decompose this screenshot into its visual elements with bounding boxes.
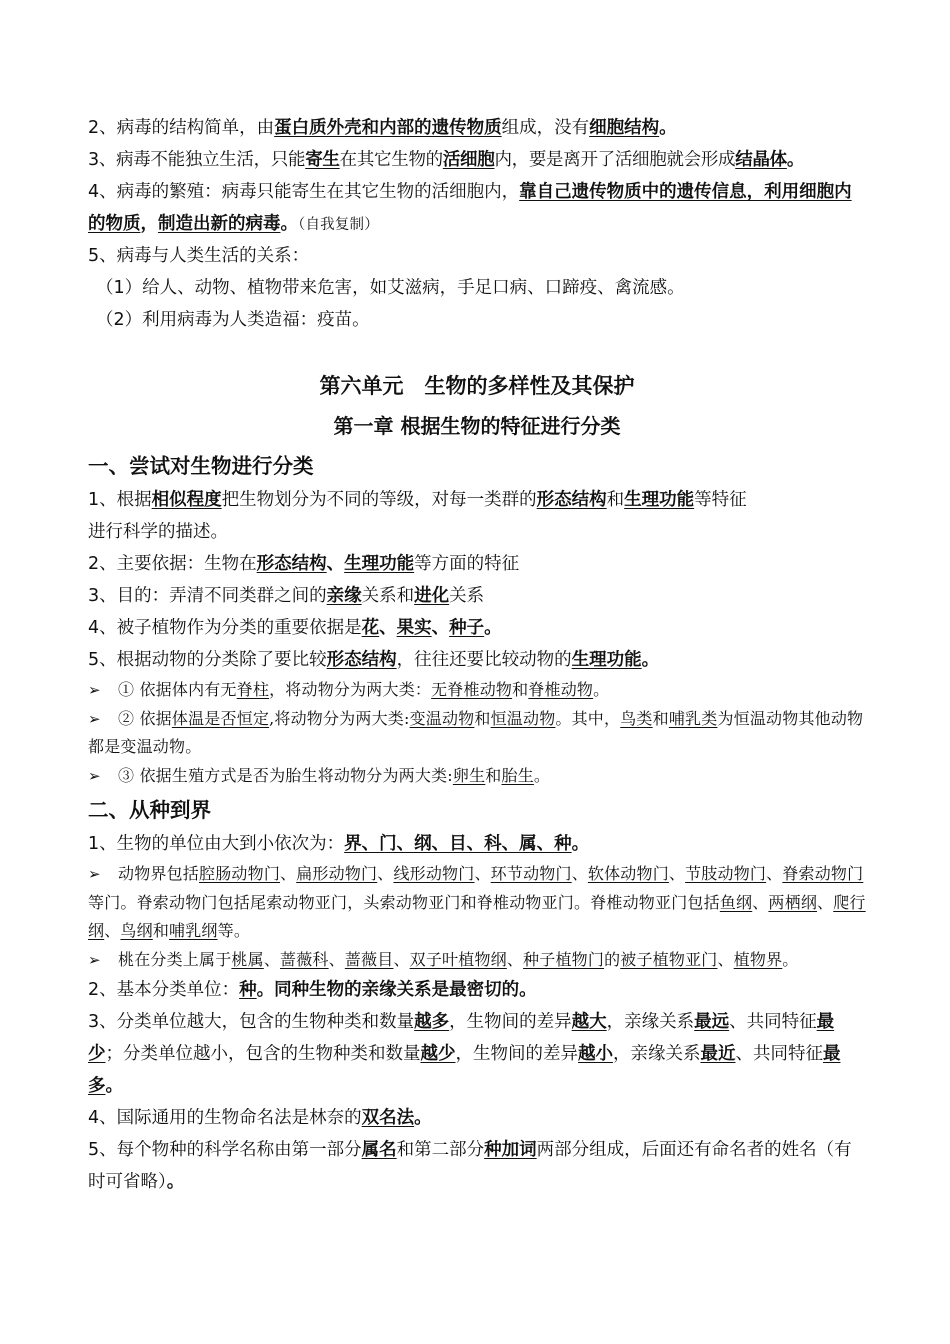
text: 和 [652, 708, 669, 728]
text: 4、被子植物作为分类的重要依据是 [88, 618, 362, 638]
text: 的 [604, 949, 621, 969]
key-term: 种加词 [484, 1140, 537, 1160]
text: ；分类单位越小，包含的生物种类和数量 [105, 1044, 421, 1064]
underlined-term: 腔肠动物门 [199, 864, 281, 883]
underlined-term: 两栖纲 [768, 892, 818, 912]
text: ，将动物分为两大类： [269, 680, 432, 699]
underlined-term: 被子植物亚门 [620, 949, 718, 969]
key-term: 形态结构 [536, 490, 607, 510]
arrow-bullet-icon: ➢ [88, 950, 101, 969]
text: 1、生物的单位由大到小依次为： [88, 834, 345, 854]
text: 3、分类单位越大，包含的生物种类和数量 [88, 1012, 415, 1032]
text: ① 依据体内有无 [118, 680, 237, 699]
key-term: 越多 [414, 1012, 450, 1032]
text: 、 [379, 618, 397, 638]
underlined-term: 鱼纲 [719, 892, 753, 912]
text: 、 [431, 618, 450, 638]
s1-point-1 [88, 484, 866, 548]
text: 动物界包括 [118, 864, 200, 883]
text: 等门。脊索动物门包括尾索动物亚门，头索动物亚门和脊椎动物亚门。脊椎动物亚门包括 [88, 892, 720, 912]
text: 。 [280, 214, 298, 234]
underlined-term: 哺乳纲 [169, 921, 218, 940]
text: 和 [485, 765, 502, 785]
text: 等。 [217, 921, 251, 940]
arrow-bullet-icon: ➢ [88, 681, 101, 699]
key-term: 结晶体 [735, 150, 787, 170]
text: ，往往还要比较动物的 [396, 650, 572, 670]
text: 2、主要依据：生物在 [88, 554, 257, 574]
arrow-bullet-icon: ➢ [88, 766, 101, 785]
text: 2、基本分类单位： [88, 980, 240, 1000]
s1-bullet-2 [88, 705, 866, 762]
text: 、 [280, 864, 297, 883]
underlined-term: 蔷薇目 [344, 949, 394, 969]
text: 进行科学的描述。 [88, 522, 228, 542]
text: ,将动物分为两大类: [269, 708, 410, 728]
unit-title: 第六单元 生物的多样性及其保护 [319, 374, 635, 398]
underlined-term: 线形动物门 [393, 864, 475, 883]
underlined-term: 双子叶植物纲 [409, 949, 507, 969]
text: ，生物间的差异 [449, 1012, 572, 1032]
key-term: 种子 [449, 618, 485, 638]
text: 、 [474, 864, 491, 883]
key-term: 形态结构 [256, 554, 327, 574]
text: 等方面的特征 [414, 554, 520, 574]
text: 关系 [449, 586, 485, 606]
text: ② 依据 [118, 708, 172, 728]
key-term: 属名 [361, 1140, 397, 1160]
underlined-term: 脊柱 [236, 680, 270, 699]
text: ，亲缘关系 [613, 1044, 701, 1064]
s2-point-1 [88, 828, 866, 860]
underlined-term: 桃属 [231, 949, 264, 969]
text: 为恒温动物其他动物都是变温动物。 [88, 708, 864, 756]
s1-point-4 [88, 612, 866, 644]
key-term: 越小 [578, 1044, 613, 1064]
key-term: 最少 [88, 1012, 835, 1064]
underlined-term: 恒温动物 [490, 708, 556, 728]
text: 5、根据动物的分类除了要比较 [88, 650, 327, 670]
key-term: 靠自己遗传物质中的遗传信息，利用细胞内的物质 [88, 182, 852, 234]
key-term: 生理功能 [571, 650, 642, 670]
text: 3、目的：弄清不同类群之间的 [88, 586, 327, 606]
text: 、共同特征 [735, 1044, 823, 1064]
text: 。 [414, 1108, 432, 1128]
underlined-term: 种子植物门 [523, 949, 605, 969]
text: 两部分组成，后面还有命名者的姓名（有时可省略） [88, 1140, 852, 1192]
s1-bullet-3 [88, 762, 866, 791]
underlined-term: 体温是否恒定 [171, 708, 270, 728]
key-term: 形态结构 [326, 650, 397, 670]
virus-point-3 [88, 144, 866, 176]
text: 4、病毒的繁殖：病毒只能寄生在其它生物的活细胞内， [88, 182, 520, 202]
s2-bullet-1 [88, 860, 866, 946]
underlined-term: 脊椎动物 [528, 680, 594, 699]
text: 把生物划分为不同的等级，对每一类群的 [221, 490, 537, 510]
underlined-term: 节肢动物门 [685, 864, 767, 883]
key-term: 寄生 [305, 150, 340, 170]
underlined-term: 脊索动物门 [782, 864, 864, 883]
text: 、 [328, 949, 345, 969]
text: 。其中， [555, 708, 621, 728]
text: 、 [377, 864, 394, 883]
text: 3、病毒不能独立生活，只能 [88, 150, 306, 170]
key-term: 生理功能 [624, 490, 695, 510]
virus-point-2 [88, 112, 866, 144]
text: ③ 依据生殖方式是否为胎生将动物分为两大类: [118, 765, 453, 785]
text: 2、病毒的结构简单，由 [88, 118, 275, 138]
underlined-term: 鸟类 [620, 708, 653, 728]
virus-point-5: 5、病毒与人类生活的关系： [88, 246, 310, 266]
key-term: 生理功能 [344, 554, 415, 574]
text: 、 [104, 921, 121, 940]
text: 。 [782, 949, 799, 969]
underlined-term: 扁形动物门 [296, 864, 378, 883]
text: 组成，没有 [501, 118, 590, 138]
text: 。 [786, 150, 805, 170]
key-term: 活细胞 [442, 150, 495, 170]
text: 和第二部分 [396, 1140, 485, 1160]
text: 和 [606, 490, 625, 510]
s2-point-5 [88, 1134, 866, 1198]
chapter-title: 第一章 根据生物的特征进行分类 [333, 414, 621, 438]
text: 、 [326, 554, 345, 574]
key-term: 进化 [414, 586, 450, 606]
key-term: 花 [361, 618, 380, 638]
key-term: 制造出新的病毒 [158, 214, 281, 234]
key-term: 相似程度 [151, 490, 222, 510]
underlined-term: 胎生 [501, 765, 534, 785]
text: 、 [766, 864, 783, 883]
text: 等特征 [694, 490, 747, 510]
text: 。 [166, 1172, 185, 1192]
text: 、 [752, 892, 769, 912]
text: 1、根据 [88, 490, 152, 510]
s1-bullet-1 [88, 676, 866, 705]
virus-point-5-1: （1）给人、动物、植物带来危害，如艾滋病，手足口病、口蹄疫、禽流感。 [96, 278, 685, 298]
key-term: 果实 [396, 618, 432, 638]
text: ， [140, 214, 158, 234]
text: 和 [152, 921, 170, 940]
text: 。 [571, 834, 590, 854]
section-2-title: 二、从种到界 [88, 798, 211, 822]
text: 关系和 [361, 586, 415, 606]
s1-point-2 [88, 548, 866, 580]
key-term: 亲缘 [326, 586, 362, 606]
text: 。 [641, 650, 660, 670]
virus-point-4 [88, 176, 866, 240]
virus-point-5-2: （2）利用病毒为人类造福：疫苗。 [96, 310, 370, 330]
underlined-term: 卵生 [452, 765, 486, 785]
s1-point-5 [88, 644, 866, 676]
text: 内，要是离开了活细胞就会形成 [494, 150, 736, 170]
text: 5、每个物种的科学名称由第一部分 [88, 1140, 362, 1160]
text: 。同种生物的亲缘关系是最密切的。 [256, 980, 537, 1000]
underlined-term: 变温动物 [409, 708, 475, 728]
underlined-term: 爬行纲 [88, 892, 866, 940]
text: 在其它生物的 [339, 150, 443, 170]
key-term: 越大 [571, 1012, 607, 1032]
underlined-term: 无脊椎动物 [431, 680, 513, 699]
underlined-term: 哺乳类 [668, 708, 718, 728]
text: ，亲缘关系 [606, 1012, 695, 1032]
section-1-title: 一、尝试对生物进行分类 [88, 454, 314, 478]
s2-point-4 [88, 1102, 866, 1134]
underlined-term: 环节动物门 [490, 864, 572, 883]
arrow-bullet-icon: ➢ [88, 709, 101, 728]
s2-point-2 [88, 974, 866, 1006]
text: 。 [105, 1076, 123, 1096]
underlined-term: 软体动物门 [587, 864, 669, 883]
text: 、 [263, 949, 281, 969]
s2-bullet-2 [88, 946, 866, 975]
text: 和 [474, 708, 491, 728]
arrow-bullet-icon: ➢ [88, 865, 101, 883]
text: 、共同特征 [729, 1012, 817, 1032]
text: 桃在分类上属于 [118, 949, 232, 969]
s1-point-3 [88, 580, 866, 612]
note: （自我复制） [298, 217, 379, 233]
key-term: 最近 [700, 1044, 736, 1064]
text: 4、国际通用的生物命名法是林奈的 [88, 1108, 362, 1128]
s2-point-3 [88, 1006, 866, 1102]
text: 。 [593, 680, 610, 699]
text: 和 [512, 680, 529, 699]
key-term: 最远 [694, 1012, 730, 1032]
key-term: 最多 [88, 1044, 841, 1096]
text: 、 [393, 949, 410, 969]
key-term: 种 [239, 980, 257, 1000]
underlined-term: 鸟纲 [120, 921, 153, 940]
underlined-term: 蔷薇科 [280, 949, 329, 969]
text: 、 [571, 864, 588, 883]
key-term: 蛋白质外壳和内部的遗传物质 [274, 118, 502, 138]
text: 、 [506, 949, 524, 969]
text: ，生物间的差异 [455, 1044, 578, 1064]
key-term: 细胞结构 [589, 118, 660, 138]
underlined-term: 植物界 [733, 949, 783, 969]
text: 。 [659, 118, 677, 138]
text: 、 [817, 892, 834, 912]
text: 。 [484, 618, 502, 638]
key-term: 界、门、纲、目、科、属、种 [344, 834, 572, 854]
key-term: 双名法 [361, 1108, 415, 1128]
key-term: 越少 [420, 1044, 456, 1064]
text: 、 [717, 949, 734, 969]
text: 。 [533, 765, 551, 785]
text: 、 [668, 864, 686, 883]
